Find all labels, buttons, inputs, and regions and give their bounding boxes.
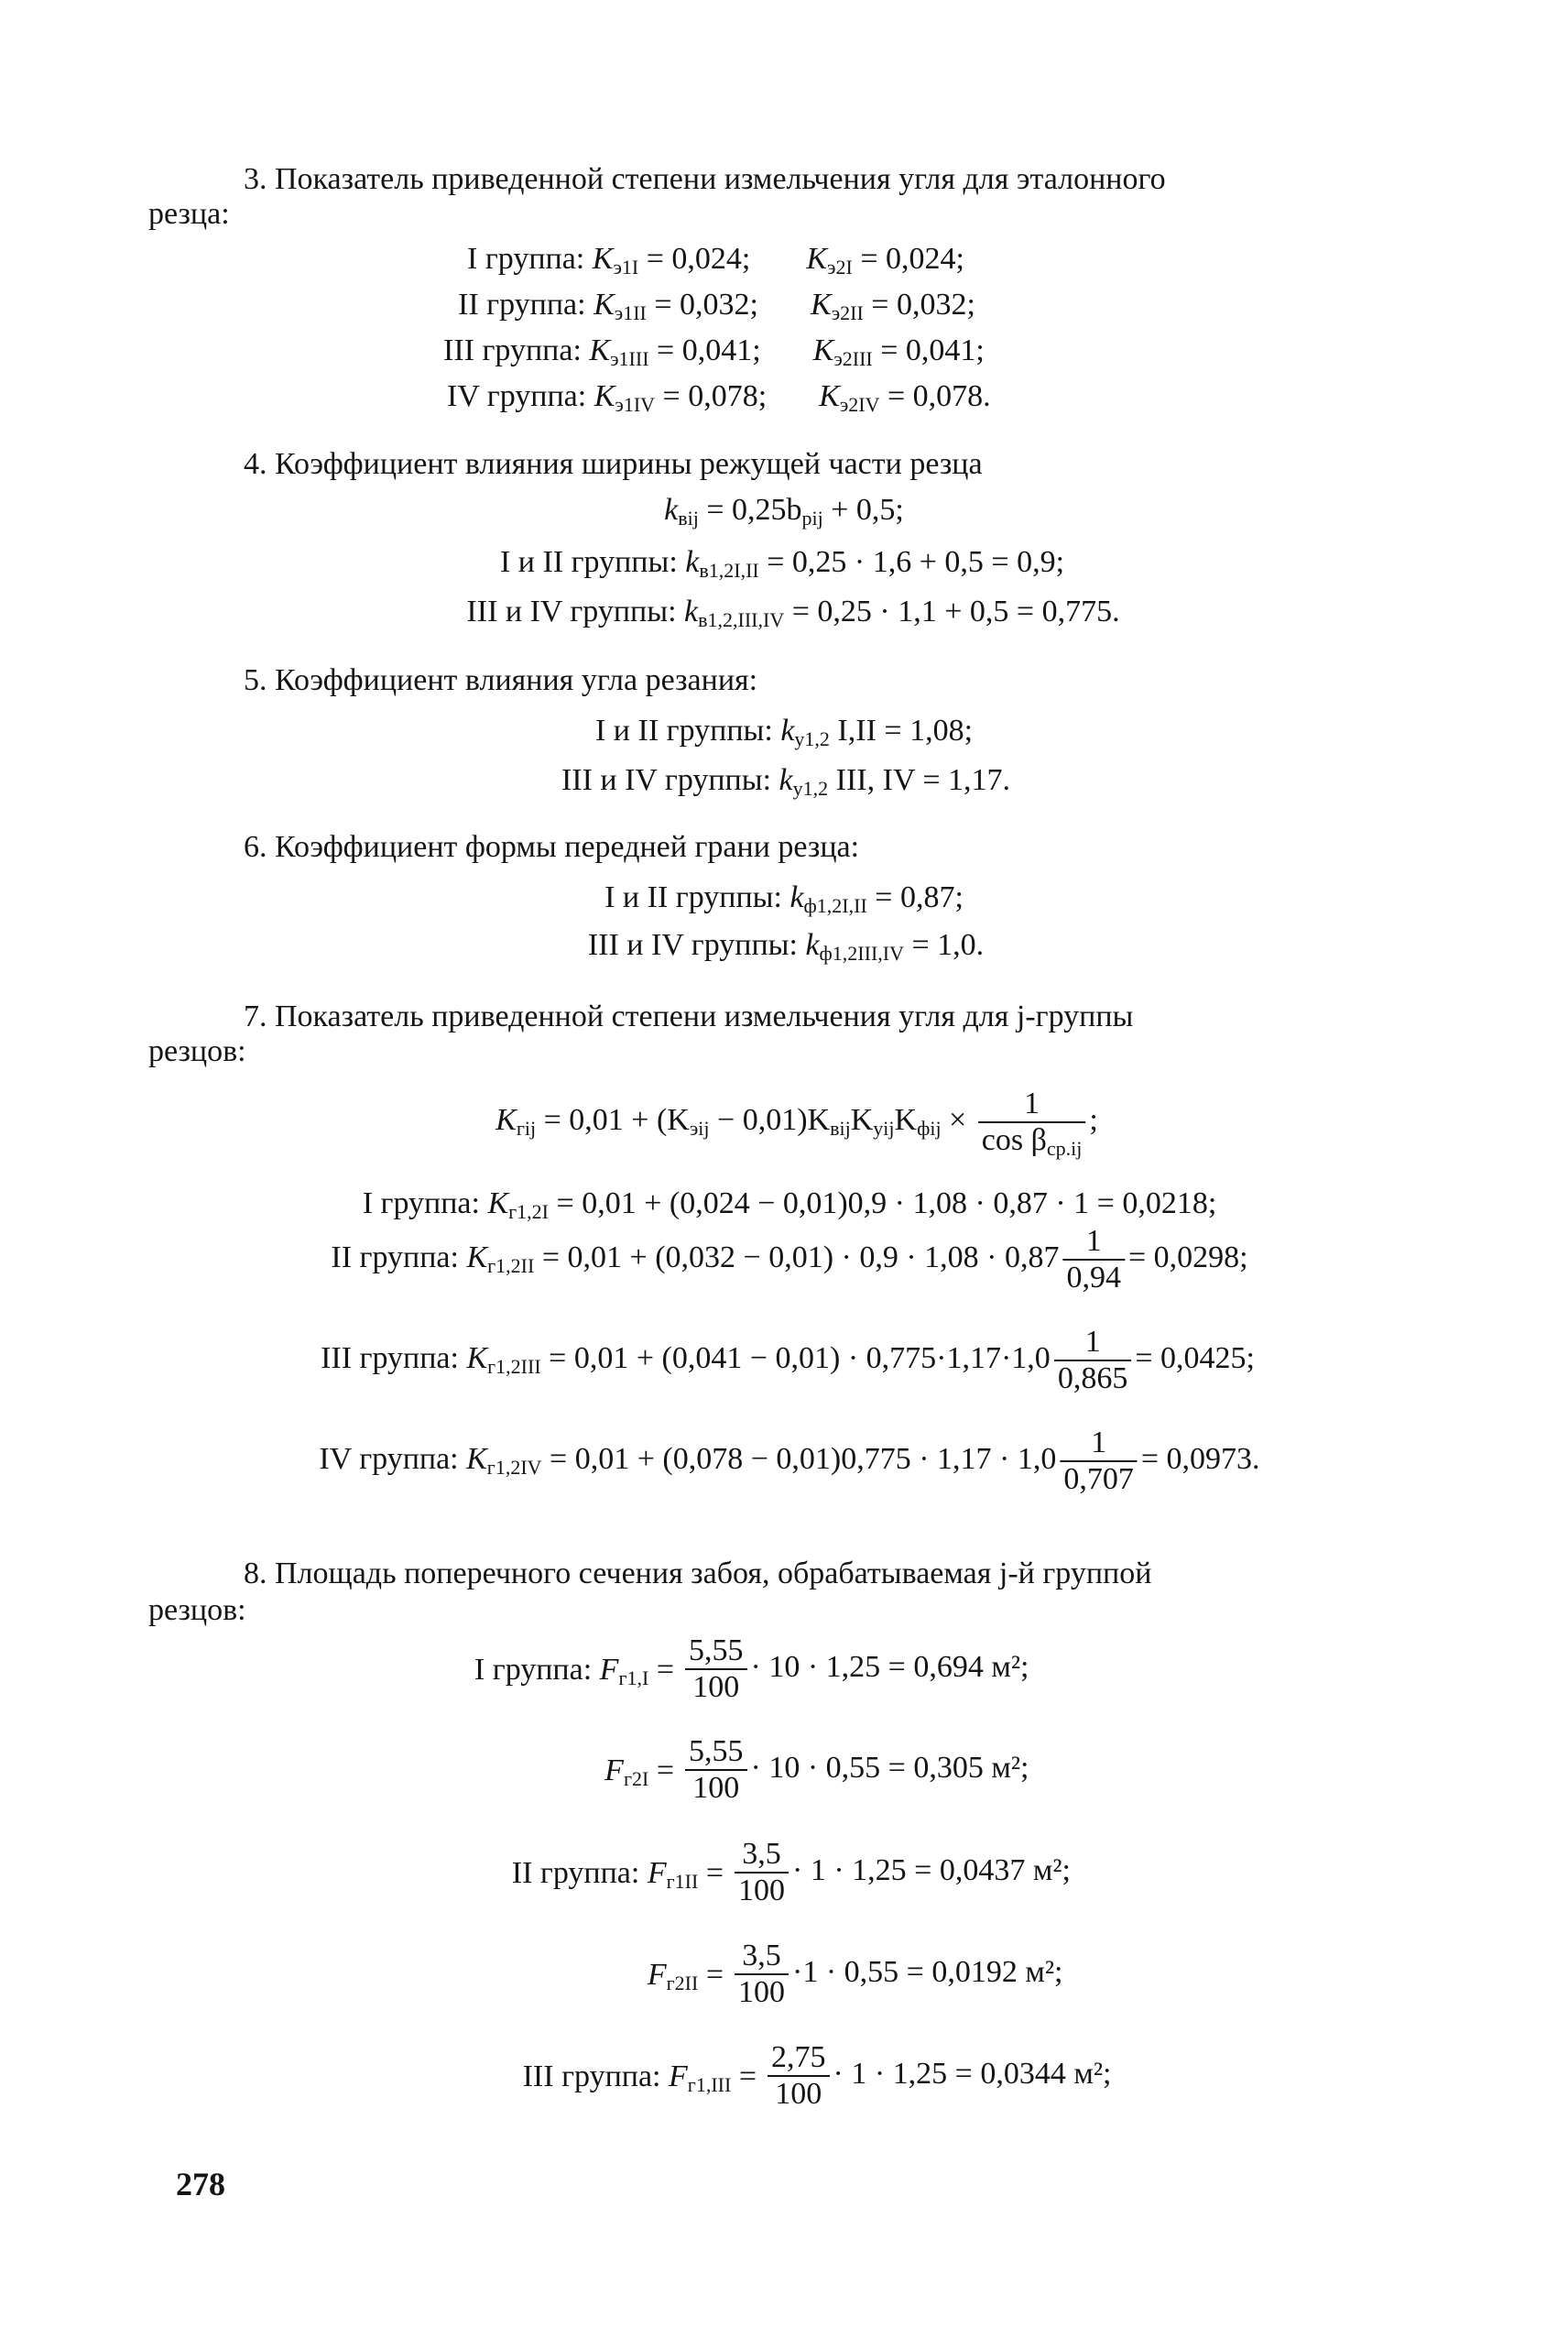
numerator: 3,5 bbox=[735, 1837, 789, 1874]
value: = 0,078. bbox=[887, 379, 991, 413]
sec8-f1-left bbox=[474, 1652, 674, 1688]
expression: · 10 · 1,25 = 0,694 м²; bbox=[750, 1649, 1029, 1684]
subscript: эij bbox=[689, 1116, 710, 1140]
fraction bbox=[735, 1939, 789, 2010]
expression: = 0,01 + (K bbox=[536, 1102, 690, 1137]
value: = 0,032; bbox=[871, 288, 975, 322]
subscript: г2II bbox=[666, 1972, 699, 1994]
symbol: K bbox=[466, 1340, 488, 1375]
equals: = bbox=[698, 1856, 724, 1890]
sec5-line-groups-3-4 bbox=[561, 762, 1010, 799]
group-label: III и IV группы: bbox=[466, 595, 677, 628]
subscript: э2II bbox=[831, 301, 864, 324]
sec4-formula bbox=[664, 492, 904, 529]
expression: = 0,25b bbox=[698, 493, 802, 527]
fraction bbox=[1054, 1325, 1132, 1396]
subscript: ф1,2III,IV bbox=[819, 942, 904, 965]
symbol: K bbox=[806, 242, 828, 276]
sec8-f4-right bbox=[731, 1939, 1062, 2010]
denominator: 100 bbox=[738, 1975, 785, 2009]
sec8-f3-left bbox=[512, 1855, 724, 1892]
fraction bbox=[978, 1087, 1086, 1158]
symbol: F bbox=[647, 1958, 667, 1992]
group-label: I группа: bbox=[362, 1186, 480, 1220]
group-label: II группа: bbox=[331, 1240, 459, 1274]
equals: = bbox=[648, 1753, 674, 1787]
expression: = 0,01 + (0,078 − 0,01)0,775 · 1,17 · 1,0 bbox=[541, 1441, 1057, 1476]
subscript: э1IV bbox=[615, 393, 656, 416]
symbol: K bbox=[495, 1102, 517, 1137]
sec6-line-groups-3-4 bbox=[588, 927, 984, 964]
denominator: 100 bbox=[692, 1670, 740, 1704]
value: = 0,078; bbox=[662, 379, 768, 413]
denominator: 100 bbox=[775, 2077, 822, 2111]
numerator: 1 bbox=[978, 1087, 1086, 1123]
page-number: 278 bbox=[176, 2166, 225, 2202]
subscript: в1,2I,II bbox=[699, 559, 759, 582]
group-label: IV группа: bbox=[447, 379, 587, 413]
sec3-title-line1: 3. Показатель приведенной степени измельчения угля для эталонного bbox=[244, 162, 1166, 196]
expression: = 0,25 · 1,1 + 0,5 = 0,775. bbox=[784, 595, 1120, 628]
sec8-title-line2: резцов: bbox=[148, 1593, 246, 1627]
symbol: k bbox=[664, 493, 679, 527]
sec3-row-group3 bbox=[443, 333, 985, 369]
symbol: k bbox=[789, 880, 804, 914]
expression: · 10 · 0,55 = 0,305 м²; bbox=[750, 1750, 1029, 1785]
subscript: г1,2II bbox=[487, 1253, 535, 1277]
sec5-line-groups-1-2 bbox=[595, 713, 973, 749]
symbol: F bbox=[604, 1753, 624, 1787]
fraction bbox=[685, 1734, 747, 1806]
symbol: K bbox=[593, 288, 615, 322]
group-label: I и II группы: bbox=[594, 714, 773, 748]
equals: = bbox=[698, 1958, 724, 1992]
expression: = 0,01 + (0,041 − 0,01) · 0,775·1,17·1,0 bbox=[540, 1340, 1051, 1375]
expression: K bbox=[894, 1102, 918, 1137]
subscript: э1I bbox=[613, 256, 639, 279]
denominator: 0,94 bbox=[1066, 1261, 1121, 1295]
expression: · 1 · 1,25 = 0,0437 м²; bbox=[792, 1852, 1071, 1887]
expression: = 0,25 · 1,6 + 0,5 = 0,9; bbox=[758, 545, 1065, 579]
symbol: F bbox=[599, 1653, 619, 1687]
numerator: 5,55 bbox=[685, 1633, 747, 1670]
numerator: 2,75 bbox=[768, 2040, 830, 2077]
group-label: I и II группы: bbox=[499, 545, 678, 579]
sec8-f2-right bbox=[681, 1734, 1029, 1806]
fraction bbox=[685, 1633, 747, 1705]
symbol: k bbox=[805, 928, 820, 962]
sec3-row-group1 bbox=[467, 241, 964, 278]
subscript: ф1,2I,II bbox=[803, 894, 867, 917]
symbol: k bbox=[684, 595, 699, 628]
value: = 0,041; bbox=[880, 333, 985, 367]
subscript: вij bbox=[830, 1116, 851, 1140]
symbol: K bbox=[819, 379, 840, 413]
subscript: г1,III bbox=[687, 2073, 732, 2096]
sec8-f4-left bbox=[648, 1957, 724, 1994]
symbol: F bbox=[647, 1856, 667, 1890]
group-label: III группа: bbox=[522, 2059, 661, 2093]
symbol: k bbox=[780, 714, 795, 748]
symbol: F bbox=[669, 2059, 688, 2093]
symbol: k bbox=[685, 545, 700, 579]
expression: = 0,0425; bbox=[1135, 1340, 1255, 1375]
sec8-f3-right bbox=[731, 1837, 1071, 1908]
symbol: K bbox=[593, 379, 615, 413]
expression: = 0,01 + (0,024 − 0,01)0,9 · 1,08 · 0,87 · 1 = 0,0218; bbox=[549, 1186, 1217, 1220]
equals: = bbox=[648, 1653, 674, 1687]
sec8-f1-right bbox=[681, 1633, 1029, 1705]
denominator: 0,707 bbox=[1063, 1462, 1134, 1496]
value: = 0,041; bbox=[657, 333, 761, 367]
group-label: IV группа: bbox=[319, 1441, 459, 1476]
symbol: K bbox=[466, 1240, 488, 1274]
sec7-group1 bbox=[363, 1185, 1217, 1222]
expression: ·1 · 0,55 = 0,0192 м²; bbox=[792, 1954, 1063, 1989]
subscript: г1,2III bbox=[487, 1354, 541, 1378]
sec5-title: 5. Коэффициент влияния угла резания: bbox=[244, 663, 758, 697]
fraction bbox=[1062, 1224, 1125, 1295]
subscript: pij bbox=[801, 507, 823, 530]
expression: = 0,87; bbox=[866, 880, 964, 914]
subscript: э1II bbox=[614, 301, 647, 324]
sec6-line-groups-1-2 bbox=[604, 879, 964, 916]
group-label: III группа: bbox=[443, 333, 582, 367]
expression: ; bbox=[1089, 1102, 1098, 1137]
subscript: г1,2IV bbox=[486, 1455, 542, 1479]
subscript: э2III bbox=[833, 347, 873, 370]
expression: = 1,0. bbox=[903, 928, 985, 962]
expression: = 0,0973. bbox=[1140, 1441, 1260, 1476]
numerator: 5,55 bbox=[685, 1734, 747, 1771]
subscript: г1,I bbox=[618, 1666, 649, 1689]
numerator: 1 bbox=[1062, 1224, 1125, 1261]
subscript: г1,2I bbox=[508, 1200, 550, 1223]
subscript: гij bbox=[516, 1116, 537, 1140]
expression: III, IV = 1,17. bbox=[828, 763, 1011, 797]
expression: · 1 · 1,25 = 0,0344 м²; bbox=[833, 2056, 1112, 2091]
sec8-title-line1: 8. Площадь поперечного сечения забоя, обрабатываемая j-й группой bbox=[244, 1557, 1152, 1590]
symbol: K bbox=[811, 288, 832, 322]
subscript: г2I bbox=[623, 1767, 649, 1790]
group-label: III и IV группы: bbox=[561, 763, 772, 797]
symbol: K bbox=[592, 242, 614, 276]
subscript: вij bbox=[678, 507, 699, 530]
group-label: I группа: bbox=[474, 1653, 593, 1687]
expression: K bbox=[850, 1102, 874, 1137]
symbol: K bbox=[466, 1441, 487, 1476]
symbol: k bbox=[779, 763, 793, 797]
sec8-f5-right bbox=[764, 2040, 1111, 2112]
symbol: K bbox=[812, 333, 834, 367]
sec3-row-group4 bbox=[447, 378, 991, 415]
expression: I,II = 1,08; bbox=[829, 714, 974, 748]
value: = 0,032; bbox=[654, 288, 758, 322]
denominator: 0,865 bbox=[1057, 1361, 1128, 1395]
sec7-title-line2: резцов: bbox=[148, 1034, 246, 1068]
sec3-title-line2: резца: bbox=[148, 197, 230, 231]
value: = 0,024; bbox=[646, 242, 751, 276]
group-label: I и II группы: bbox=[604, 880, 782, 914]
value: = 0,024; bbox=[860, 242, 964, 276]
sec7-group4 bbox=[319, 1426, 1259, 1497]
denominator: 100 bbox=[738, 1874, 785, 1907]
subscript: y1,2 bbox=[792, 777, 829, 800]
group-label: II группа: bbox=[458, 288, 586, 322]
subscript: э1III bbox=[610, 347, 649, 370]
expression: − 0,01)K bbox=[709, 1102, 831, 1137]
denominator-text: cos β bbox=[981, 1123, 1047, 1157]
group-label: III группа: bbox=[321, 1340, 459, 1375]
expression: + 0,5; bbox=[822, 493, 904, 527]
expression: = 0,0298; bbox=[1127, 1240, 1248, 1274]
subscript: ср.ij bbox=[1046, 1137, 1083, 1160]
subscript: yij bbox=[873, 1116, 895, 1140]
sec7-main-formula bbox=[495, 1087, 1098, 1158]
denominator bbox=[978, 1123, 1086, 1158]
sec8-f2-left bbox=[604, 1753, 674, 1789]
expression: = 0,01 + (0,032 − 0,01) · 0,9 · 1,08 · 0,87 bbox=[534, 1240, 1060, 1274]
numerator: 1 bbox=[1054, 1325, 1132, 1361]
group-label: III и IV группы: bbox=[587, 928, 798, 962]
numerator: 1 bbox=[1060, 1426, 1138, 1462]
sec7-group2 bbox=[331, 1224, 1247, 1295]
sec4-line-groups-3-4 bbox=[466, 594, 1119, 630]
sec3-row-group2 bbox=[458, 287, 975, 323]
subscript: в1,2,III,IV bbox=[698, 608, 785, 631]
subscript: э2I bbox=[827, 256, 853, 279]
sec4-line-groups-1-2 bbox=[500, 544, 1064, 581]
subscript: y1,2 bbox=[794, 727, 830, 750]
symbol: K bbox=[589, 333, 611, 367]
sec7-title-line1: 7. Показатель приведенной степени измельчения угля для j-группы bbox=[244, 1000, 1134, 1033]
sec6-title: 6. Коэффициент формы передней грани резца: bbox=[244, 830, 860, 864]
sec4-title: 4. Коэффициент влияния ширины режущей части резца bbox=[244, 447, 983, 481]
fraction bbox=[735, 1837, 789, 1908]
numerator: 3,5 bbox=[735, 1939, 789, 1975]
group-label: I группа: bbox=[467, 242, 585, 276]
sec7-group3 bbox=[321, 1325, 1255, 1396]
equals: = bbox=[731, 2059, 757, 2093]
symbol: K bbox=[487, 1186, 509, 1220]
subscript: э2IV bbox=[839, 393, 880, 416]
sec8-f5-left bbox=[523, 2059, 757, 2095]
denominator: 100 bbox=[692, 1771, 740, 1805]
subscript: г1II bbox=[666, 1870, 699, 1893]
fraction bbox=[1060, 1426, 1138, 1497]
fraction bbox=[768, 2040, 830, 2112]
group-label: II группа: bbox=[511, 1856, 640, 1890]
expression: × bbox=[941, 1102, 967, 1137]
subscript: фij bbox=[917, 1116, 942, 1140]
